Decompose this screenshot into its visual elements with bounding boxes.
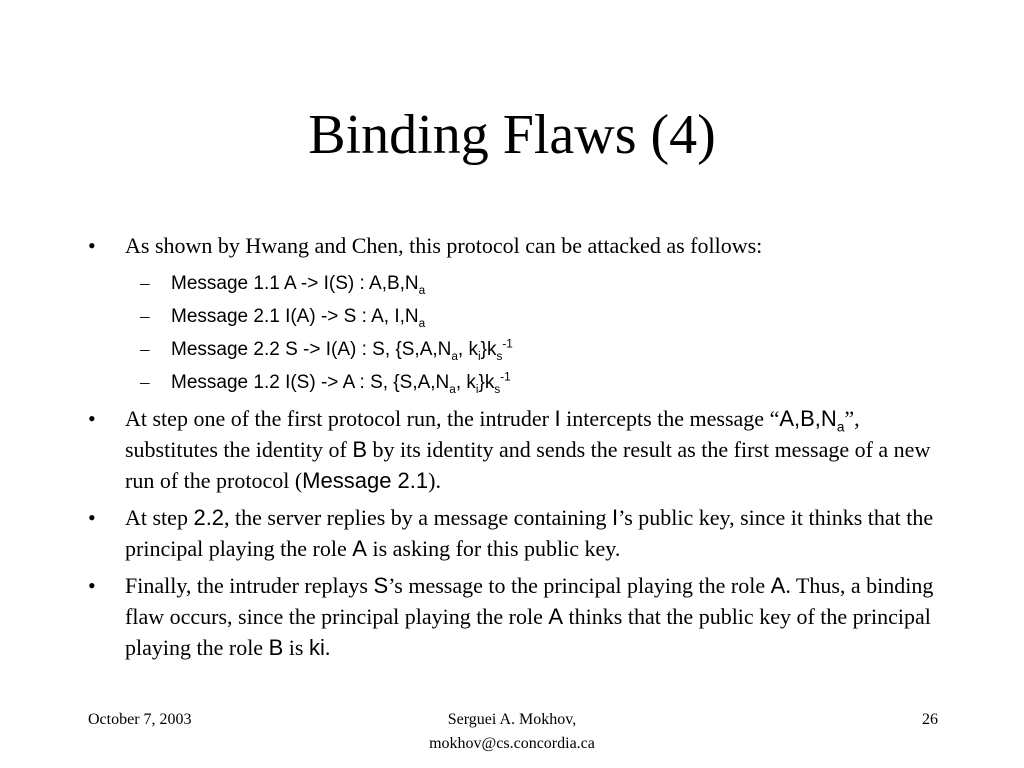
bullet-text: thinks that the public key of the principal playing the role <box>125 604 931 660</box>
message-text: Message 2.1 I(A) -> S : A, I,N <box>171 306 419 327</box>
bullet-text: ’s message to the principal playing the role <box>388 573 771 598</box>
bullet-text: is asking for this public key. <box>366 536 621 561</box>
bullet-item-server-reply <box>88 502 938 564</box>
message-list <box>88 267 938 399</box>
footer-author-email: mokhov@cs.concordia.ca <box>429 735 595 752</box>
protocol-symbol: B <box>352 437 368 462</box>
bullet-marker: • <box>88 573 96 598</box>
bullet-text: . <box>324 635 331 660</box>
bullet-item-binding-flaw <box>88 570 938 663</box>
protocol-subscript: a <box>836 419 845 435</box>
bullet-item-intercept <box>88 403 938 496</box>
bullet-text: . Thus, a binding flaw occurs, since the principal playing the role <box>125 573 934 629</box>
bullet-text: is <box>283 635 309 660</box>
message-subscript: a <box>418 283 426 297</box>
slide-body <box>88 230 938 669</box>
message-subscript: a <box>418 316 426 330</box>
protocol-symbol: I <box>554 406 561 431</box>
bullet-marker: • <box>88 505 96 530</box>
message-text: , k <box>457 339 478 360</box>
bullet-text: ”, substitutes the identity of <box>125 406 860 462</box>
protocol-symbol: A,B,N <box>779 406 837 431</box>
message-text: Message 1.2 I(S) -> A : S, {S,A,N <box>171 372 450 393</box>
message-text: , k <box>455 372 476 393</box>
message-superscript: -1 <box>502 337 513 351</box>
message-subscript: a <box>451 349 458 363</box>
message-text: }k <box>478 372 495 393</box>
dash-marker: – <box>140 306 150 327</box>
protocol-symbol: A <box>548 604 564 629</box>
footer-page-number: 26 <box>922 711 938 728</box>
message-subscript: s <box>494 382 501 396</box>
protocol-symbol: ki <box>308 635 325 660</box>
protocol-symbol: A <box>770 573 786 598</box>
message-item-2-2 <box>88 333 938 366</box>
bullet-text: ’s public key, since it thinks that the principal playing the role <box>125 505 934 561</box>
protocol-symbol: S <box>373 573 389 598</box>
protocol-symbol: B <box>268 635 284 660</box>
bullet-text: At step one of the first protocol run, the intruder <box>125 406 555 431</box>
bullet-marker: • <box>88 406 96 431</box>
dash-marker: – <box>140 372 150 393</box>
slide-title: Binding Flaws (4) <box>308 104 716 166</box>
message-text: Message 2.2 S -> I(A) : S, {S,A,N <box>171 339 452 360</box>
bullet-text: At step <box>125 505 194 530</box>
message-subscript: s <box>496 349 503 363</box>
message-subscript: i <box>475 382 479 396</box>
bullet-text: intercepts the message “ <box>560 406 780 431</box>
bullet-marker: • <box>88 233 96 258</box>
bullet-text: , the server replies by a message containing <box>224 505 612 530</box>
message-text: }k <box>480 339 497 360</box>
message-item-1-2 <box>88 366 938 399</box>
dash-marker: – <box>140 273 150 294</box>
message-subscript: i <box>477 349 481 363</box>
protocol-symbol: I <box>611 505 619 530</box>
message-item-2-1 <box>88 300 938 333</box>
bullet-text: Finally, the intruder replays <box>125 573 374 598</box>
bullet-item-attack-intro <box>88 230 938 261</box>
footer-author-name: Serguei A. Mokhov, <box>447 711 577 728</box>
protocol-symbol: Message 2.1 <box>302 468 429 493</box>
dash-marker: – <box>140 339 150 360</box>
message-superscript: -1 <box>500 370 511 384</box>
protocol-symbol: 2.2 <box>193 505 225 530</box>
message-subscript: a <box>449 382 456 396</box>
bullet-text: As shown by Hwang and Chen, this protocol can be attacked as follows: <box>125 233 763 258</box>
message-item-1-1 <box>88 267 938 300</box>
footer-date: October 7, 2003 <box>88 711 192 728</box>
footer-author <box>362 708 662 756</box>
message-text: Message 1.1 A -> I(S) : A,B,N <box>171 273 419 294</box>
protocol-symbol: A <box>352 536 367 561</box>
bullet-text: by its identity and sends the result as the first message of a new run of the protocol ( <box>125 437 931 493</box>
bullet-text: ). <box>428 468 441 493</box>
